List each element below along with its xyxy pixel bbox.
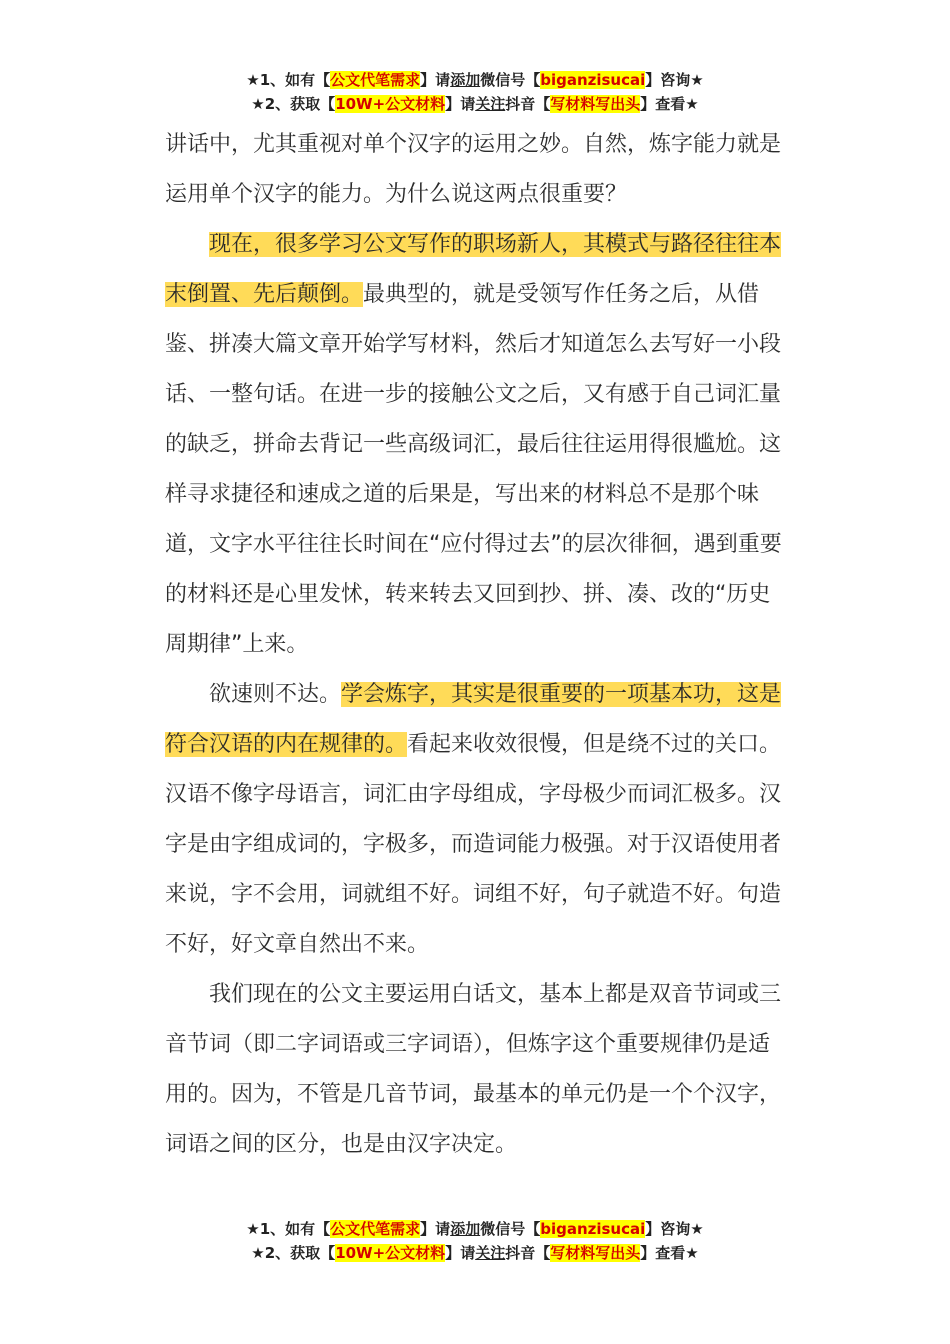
banner-text: 】咨询★ bbox=[645, 71, 704, 89]
banner-text: 】请 bbox=[445, 1244, 476, 1262]
highlighted-sentence: 现在，很多学习公文写作的职场新人，其模式与路径往往本末倒置、先后颠倒。 bbox=[165, 232, 782, 307]
banner-text: ★2、获取【 bbox=[251, 1244, 336, 1262]
douyin-account: 写材料写出头 bbox=[550, 95, 641, 113]
paragraph-3 bbox=[165, 670, 787, 970]
document-body bbox=[165, 120, 787, 1170]
wechat-id: biganzisucai bbox=[540, 1220, 646, 1238]
banner-underlined: 添加 bbox=[450, 71, 481, 89]
banner-highlight: 10W+公文材料 bbox=[335, 95, 446, 113]
banner-text: 】请 bbox=[420, 1220, 451, 1238]
banner-text: 微信号【 bbox=[480, 1220, 541, 1238]
banner-text: ★1、如有【 bbox=[246, 71, 331, 89]
douyin-account: 写材料写出头 bbox=[550, 1244, 641, 1262]
banner-text: 微信号【 bbox=[480, 71, 541, 89]
banner-text: ★2、获取【 bbox=[251, 95, 336, 113]
header-banner bbox=[0, 68, 950, 116]
banner-text: ★1、如有【 bbox=[246, 1220, 331, 1238]
banner-underlined: 添加 bbox=[450, 1220, 481, 1238]
banner-text: 】请 bbox=[445, 95, 476, 113]
banner-highlight: 10W+公文材料 bbox=[335, 1244, 446, 1262]
banner-text: 】查看★ bbox=[640, 1244, 699, 1262]
banner-line-2 bbox=[0, 92, 950, 116]
banner-text: 抖音【 bbox=[505, 1244, 551, 1262]
paragraph-text: 欲速则不达。 bbox=[209, 682, 342, 707]
banner-line-2 bbox=[0, 1241, 950, 1265]
banner-highlight: 公文代笔需求 bbox=[330, 1220, 421, 1238]
banner-highlight: 公文代笔需求 bbox=[330, 71, 421, 89]
banner-text: 】咨询★ bbox=[645, 1220, 704, 1238]
paragraph-text: 看起来收效很慢，但是绕不过的关口。汉语不像字母语言，词汇由字母组成，字母极少而词汇极多。汉字是由字组成词的，字极多，而造词能力极强。对于汉语使用者来说，字不会用，词就组不好。词组不好，句子就造不好。句造不好，好文章自然出不来。 bbox=[165, 732, 782, 957]
wechat-id: biganzisucai bbox=[540, 71, 646, 89]
footer-banner bbox=[0, 1217, 950, 1265]
paragraph-4: 我们现在的公文主要运用白话文，基本上都是双音节词或三音节词（即二字词语或三字词语），但炼字这个重要规律仍是适用的。因为，不管是几音节词，最基本的单元仍是一个个汉字，词语之间的区分，也是由汉字决定。 bbox=[165, 982, 782, 1157]
highlighted-sentence: 学会炼字，其实是很重要的一项基本功，这是符合汉语的内在规律的。 bbox=[165, 682, 782, 757]
paragraph-text: 最典型的，就是受领写作任务之后，从借鉴、拼凑大篇文章开始学写材料，然后才知道怎么去写好一小段话、一整句话。在进一步的接触公文之后，又有感于自己词汇量的缺乏，拼命去背记一些高级词汇，最后往往运用得很尴尬。这样寻求捷径和速成之道的后果是，写出来的材料总不是那个味道，文字水平往往长时间在“应付得过去”的层次徘徊，遇到重要的材料还是心里发怵，转来转去又回到抄、拼、凑、改的“历史周期律”上来。 bbox=[165, 282, 782, 657]
banner-underlined: 关注 bbox=[475, 1244, 506, 1262]
banner-text: 】查看★ bbox=[640, 95, 699, 113]
banner-line-1 bbox=[0, 1217, 950, 1241]
banner-text: 】请 bbox=[420, 71, 451, 89]
banner-text: 抖音【 bbox=[505, 95, 551, 113]
banner-underlined: 关注 bbox=[475, 95, 506, 113]
banner-line-1 bbox=[0, 68, 950, 92]
paragraph-2 bbox=[165, 220, 787, 670]
paragraph-1: 讲话中，尤其重视对单个汉字的运用之妙。自然，炼字能力就是运用单个汉字的能力。为什么说这两点很重要？ bbox=[165, 132, 782, 207]
